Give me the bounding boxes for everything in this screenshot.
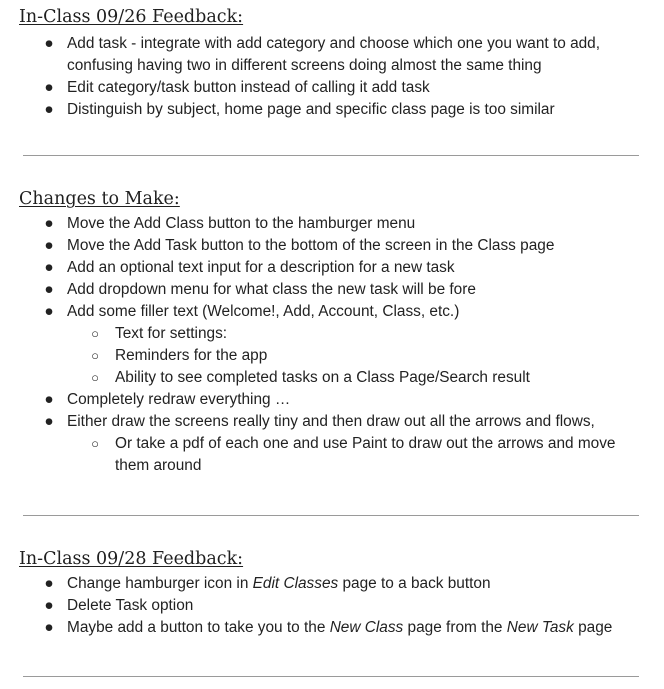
sub-bullet-icon: ○	[91, 348, 99, 363]
bullet-icon: ●	[44, 79, 54, 96]
list-item: ● Either draw the screens really tiny and then draw out all the arrows and flows,	[0, 411, 637, 433]
sub-bullet-icon: ○	[91, 370, 99, 385]
list-item: ● Add an optional text input for a description for a new task	[0, 257, 637, 279]
bullet-icon: ●	[44, 619, 54, 636]
list-item: ● Add dropdown menu for what class the new task will be fore	[0, 279, 637, 301]
list-item: ● Delete Task option	[0, 595, 637, 617]
section-divider	[23, 155, 639, 156]
bullet-icon: ●	[44, 101, 54, 118]
sub-list-item: ○ Or take a pdf of each one and use Paint to draw out the arrows and move them around	[91, 435, 616, 474]
sub-list-item: ○ Reminders for the app	[0, 345, 635, 367]
section-heading-feedback-0928: In-Class 09/28 Feedback:	[19, 549, 244, 569]
list-item: ● Maybe add a button to take you to the New Class page from the New Task page	[0, 617, 637, 639]
bullet-icon: ●	[44, 575, 54, 592]
list-item: ● Distinguish by subject, home page and specific class page is too similar	[0, 99, 637, 121]
bullet-icon: ●	[44, 35, 54, 52]
section-heading-changes: Changes to Make:	[19, 189, 180, 209]
list-item: ● Move the Add Task button to the bottom of the screen in the Class page	[0, 235, 637, 257]
feedback-0928-list	[0, 573, 637, 639]
changes-list	[0, 213, 637, 477]
bullet-icon: ●	[44, 259, 54, 276]
bullet-icon: ●	[44, 413, 54, 430]
list-item: ● Add some filler text (Welcome!, Add, Account, Class, etc.)	[0, 301, 637, 323]
sub-bullet-icon: ○	[91, 326, 99, 341]
list-item: ● Add task - integrate with add category and choose which one you want to add, confusing having two in different screens doing almost the same thing	[44, 35, 601, 74]
sub-list-item: ○ Ability to see completed tasks on a Class Page/Search result	[0, 367, 635, 389]
section-divider	[23, 676, 639, 677]
section-heading-feedback-0926: In-Class 09/26 Feedback:	[19, 7, 244, 27]
bullet-icon: ●	[44, 237, 54, 254]
feedback-0926-list	[0, 33, 637, 121]
bullet-icon: ●	[44, 597, 54, 614]
sub-list-item: ○ Text for settings:	[0, 323, 635, 345]
list-item: ● Move the Add Class button to the hamburger menu	[0, 213, 637, 235]
bullet-icon: ●	[44, 303, 54, 320]
section-divider	[23, 515, 639, 516]
bullet-icon: ●	[44, 391, 54, 408]
sub-bullet-icon: ○	[91, 436, 99, 451]
list-item: ● Completely redraw everything …	[0, 389, 637, 411]
bullet-icon: ●	[44, 281, 54, 298]
list-item: ● Edit category/task button instead of calling it add task	[0, 77, 637, 99]
list-item: ● Change hamburger icon in Edit Classes page to a back button	[0, 573, 637, 595]
bullet-icon: ●	[44, 215, 54, 232]
